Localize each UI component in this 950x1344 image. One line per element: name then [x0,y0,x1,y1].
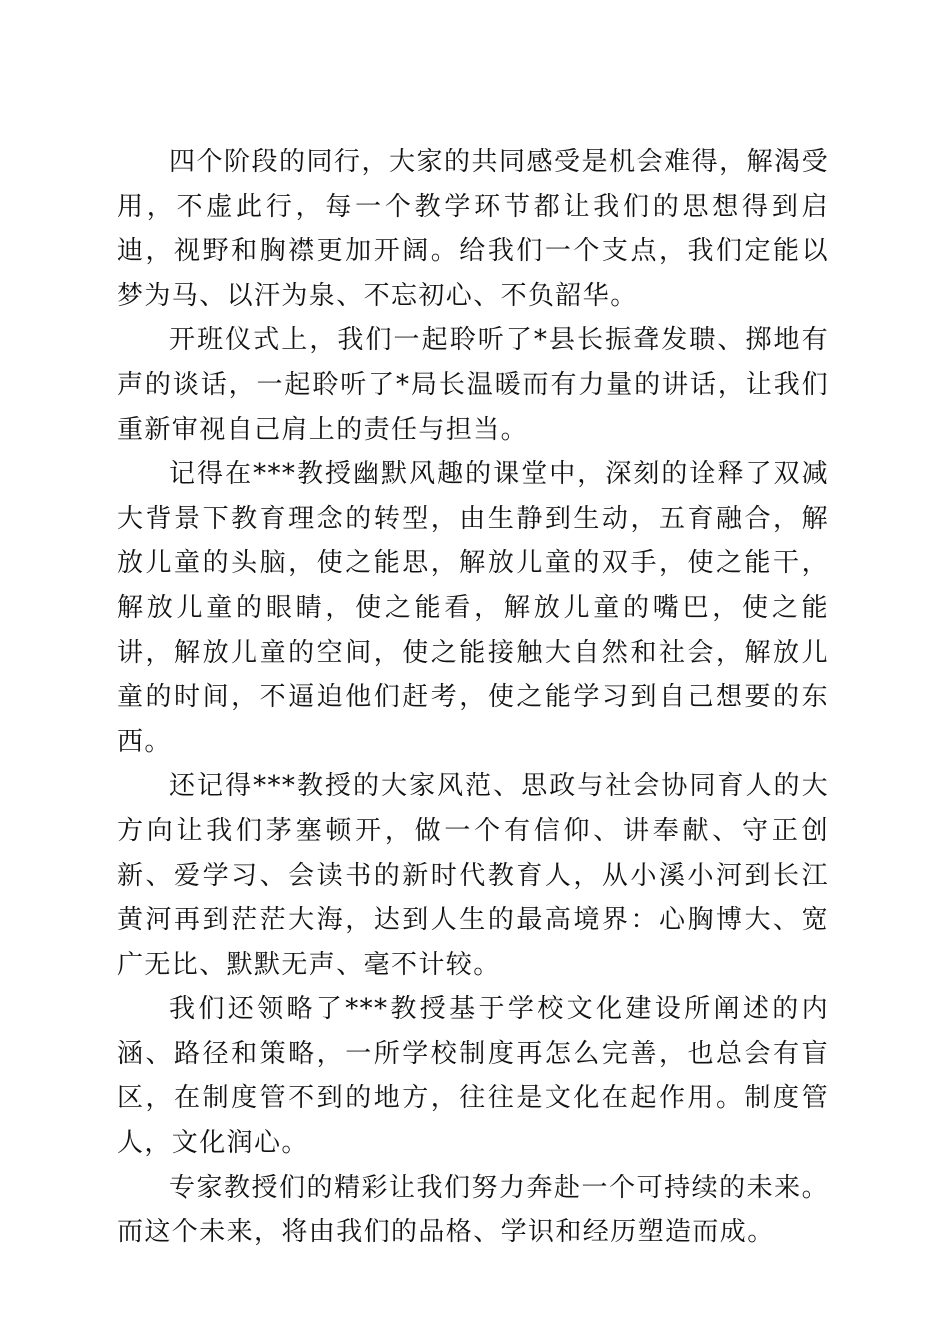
paragraph-2: 开班仪式上，我们一起聆听了*县长振聋发聩、掷地有声的谈话，一起聆听了*局长温暖而有力量的讲话，让我们重新审视自己肩上的责任与担当。 [117,325,829,445]
paragraph-3: 记得在***教授幽默风趣的课堂中，深刻的诠释了双减大背景下教育理念的转型，由生静到生动，五育融合，解放儿童的头脑，使之能思，解放儿童的双手，使之能干，解放儿童的眼睛，使之能看，解放儿童的嘴巴，使之能讲，解放儿童的空间，使之能接触大自然和社会，解放儿童的时间，不逼迫他们赶考，使之能学习到自己想要的东西。 [117,459,829,757]
paragraph-6: 专家教授们的精彩让我们努力奔赴一个可持续的未来。而这个未来，将由我们的品格、学识和经历塑造而成。 [117,1172,829,1248]
paragraph-1: 四个阶段的同行，大家的共同感受是机会难得，解渴受用，不虚此行，每一个教学环节都让我们的思想得到启迪，视野和胸襟更加开阔。给我们一个支点，我们定能以梦为马、以汗为泉、不忘初心、不负韶华。 [117,147,829,311]
paragraph-4: 还记得***教授的大家风范、思政与社会协同育人的大方向让我们茅塞顿开，做一个有信仰、讲奉献、守正创新、爱学习、会读书的新时代教育人，从小溪小河到长江黄河再到茫茫大海，达到人生的最高境界：心胸博大、宽广无比、默默无声、毫不计较。 [117,771,829,980]
document-body [117,140,829,1255]
paragraph-5: 我们还领略了***教授基于学校文化建设所阐述的内涵、路径和策略，一所学校制度再怎么完善，也总会有盲区，在制度管不到的地方，往往是文化在起作用。制度管人，文化润心。 [117,994,829,1159]
